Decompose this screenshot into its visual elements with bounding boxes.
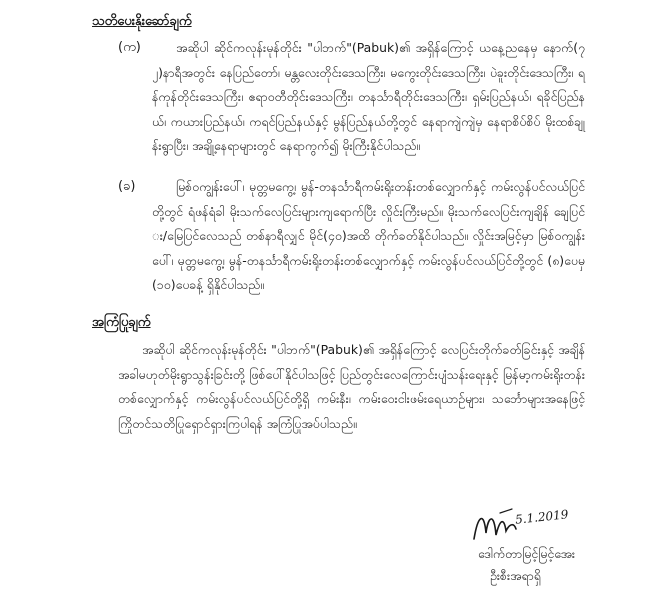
advice-heading: အကြံပြုချက် [92,315,151,330]
advice-paragraph: အဆိုပါ ဆိုင်ကလုန်းမုန်တိုင်း "ပါဘက်"(Pabuk)၏ အရှိန်ကြောင့် လေပြင်းတိုက်ခတ်ခြင်းနှင့် အချိန်အခါမဟုတ်မိုးရွာသွန်းခြင်းတို့ ဖြစ်ပေါ်နိုင်ပါသဖြင့် ပြည်တွင်းလေကြောင်းပျံသန်းရေးနှင့် မြန်မာ့ကမ်းရိုးတန်းတစ်လျှောက်နှင့် ကမ်းလွန်ပင်လယ်ပြင်တို့ရှိ ကမ်းနီး၊ ကမ်းဝေးငါးဖမ်းရေယာဉ်များ၊ သင်္ဘောများအနေဖြင့် ကြိုတင်သတိပြုရှောင်ရှားကြပါရန် အကြံပြုအပ်ပါသည်။ [118,342,585,431]
notice-paragraph-kha: မြစ်ဝကျွန်းပေါ်၊ မုတ္တမကွေ့၊ မွန်-တနင်္သာရီကမ်းရိုးတန်းတစ်လျှောက်နှင့် ကမ်းလွန်ပင်လယ်ပြင်တို့တွင် ရံဖန်ရံခါ မိုးသက်လေပြင်းများကျရောက်ပြီး လှိုင်းကြီးမည်။ မိုးသက်လေပြင်းကျချိန် ချေပြင်း/မြေပြင်လေသည် တစ်နာရီလျှင် မိုင်(၄၀)အထိ တိုက်ခတ်နိုင်ပါသည်။ လှိုင်းအမြင့်မှာ မြစ်ဝကျွန်းပေါ်၊ မုတ္တမကွေ့၊ မွန်-တနင်္သာရီကမ်းရိုးတန်းတစ်လျှောက်နှင့် ကမ်းလွန်ပင်လယ်ပြင်တို့တွင် (၈)ပေမှ (၁၀)ပေခန့် ရှိနိုင်ပါသည်။ [152,179,585,292]
item-number-ka: (က) [118,40,141,55]
item-number-kha: (ခ) [118,179,136,194]
notice-heading: သတိပေးနိုးဆော်ချက် [92,14,192,29]
signature-date: 5.1.2019 [514,507,570,527]
notice-paragraph-ka: အဆိုပါ ဆိုင်ကလုန်းမုန်တိုင်း "ပါဘက်"(Pabuk)၏ အရှိန်ကြောင့် ယနေ့ညနေမှ နောက်(၇၂)နာရီအတွင်း နေပြည်တော်၊ မန္တလေးတိုင်းဒေသကြီး၊ မကွေးတိုင်းဒေသကြီး၊ ပဲခူးတိုင်းဒေသကြီး၊ ရန်ကုန်တိုင်းဒေသကြီး၊ ဧရာဝတီတိုင်းဒေသကြီး၊ တနင်္သာရီတိုင်းဒေသကြီး၊ ရှမ်းပြည်နယ်၊ ရခိုင်ပြည်နယ်၊ ကယားပြည်နယ်၊ ကရင်ပြည်နယ်နှင့် မွန်ပြည်နယ်တို့တွင် နေရာကျဲကျဲမှ နေရာစိပ်စိပ် မိုးထစ်ချုန်းရွာပြီး၊ အချို့နေရာများတွင် နေရာကွက်၍ မိုးကြီးနိုင်ပါသည်။ [152,40,585,153]
signer-title: ဦးစီးအရာရှိ [490,568,541,583]
signer-name: ဒေါက်တာမြင့်မြင့်အေး [478,546,575,561]
